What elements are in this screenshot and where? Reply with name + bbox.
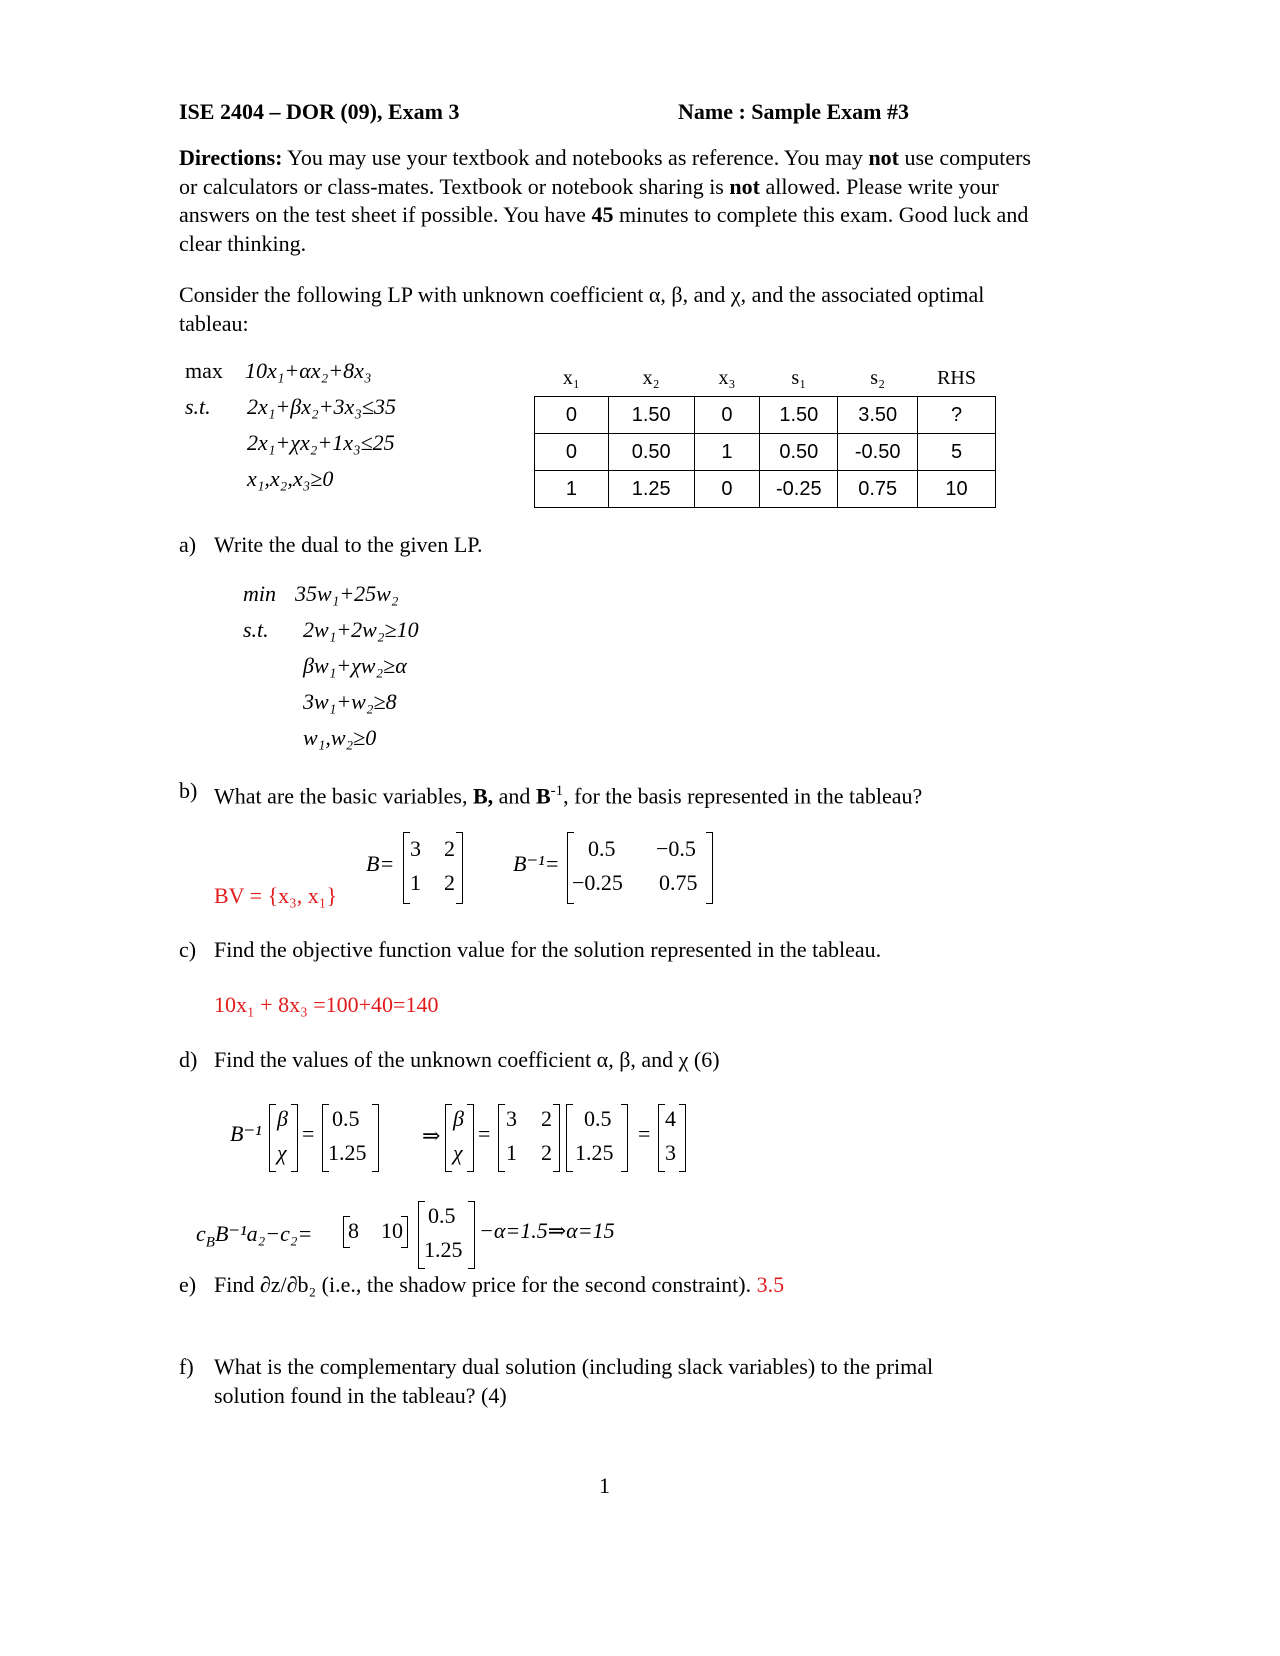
directions-bold-1: not: [868, 145, 899, 170]
equals-sign: =: [638, 1121, 651, 1146]
lp-objective: 10x₁+αx₂+8x₃: [245, 358, 372, 383]
dual-st-label: s.t.: [243, 617, 269, 642]
tableau-header-x2: x₂: [642, 366, 660, 389]
table-cell: 10: [918, 471, 996, 508]
directions-label: Directions:: [179, 145, 283, 170]
question-b-text-3: , for the basis represented in the tableau?: [563, 783, 923, 809]
table-row: [535, 471, 996, 508]
matrix-b-left-bracket: [403, 832, 410, 904]
matrix-b-label: B=: [366, 851, 395, 876]
matrix-cell: 1: [506, 1140, 517, 1165]
question-b-text-1: What are the basic variables,: [214, 783, 473, 809]
table-cell: 1: [694, 434, 760, 471]
reduced-cost-expression: [196, 1221, 312, 1251]
lp-obj-label: max: [185, 358, 223, 383]
matrix-cell: 1: [410, 870, 421, 895]
directions-text-3: allowed. Please write your answers on the test sheet if possible. You have: [179, 173, 999, 228]
table-cell: -0.25: [760, 471, 838, 508]
vector-beta: β: [277, 1106, 288, 1131]
tableau-header-x3: x₃: [718, 366, 736, 389]
answer-basic-variables: BV = {x₃, x₁}: [214, 883, 338, 908]
tableau-header-s1: s₁: [791, 366, 807, 389]
matrix-cell: −0.5: [656, 836, 696, 861]
question-b-sup: -1: [550, 783, 564, 799]
question-b-text-2: and: [493, 783, 536, 809]
question-d-label: d): [179, 1047, 198, 1072]
question-c-text: Find the objective function value for the solution represented in the tableau.: [214, 937, 882, 962]
table-row: [535, 434, 996, 471]
matrix-cell: 2: [541, 1106, 552, 1131]
matrix-binv-label: B⁻¹=: [513, 851, 560, 876]
alpha-solution: −α=1.5⇒α=15: [479, 1218, 615, 1243]
dual-constraint-1: 2w₁+2w₂≥10: [303, 617, 419, 642]
tableau-header-rhs: RHS: [937, 366, 976, 389]
table-cell: 5: [918, 434, 996, 471]
table-cell: 3.50: [838, 397, 918, 434]
question-b-label: b): [179, 778, 198, 803]
directions-text-1: You may use your textbook and notebooks as reference. You may: [282, 145, 869, 170]
vector-bracket-left: [658, 1104, 665, 1172]
question-b-text: [214, 777, 922, 810]
directions-paragraph: [179, 144, 1039, 258]
table-cell: 0: [694, 471, 760, 508]
vector-cell: 0.5: [584, 1106, 612, 1131]
directions-bold-2: not: [729, 173, 760, 199]
vector-beta: β: [453, 1106, 464, 1131]
matrix-binv-right-bracket: [706, 832, 713, 904]
matrix-cell: 2: [541, 1140, 552, 1165]
question-a-text: Write the dual to the given LP.: [214, 532, 483, 557]
table-cell: 0: [694, 397, 760, 434]
table-cell: 0.50: [608, 434, 694, 471]
question-d-text: Find the values of the unknown coefficient α, β, and χ (6): [214, 1047, 720, 1072]
dual-constraint-2: βw₁+χw₂≥α: [303, 653, 407, 678]
directions-text-4: minutes to complete this exam. Good luck and clear thinking.: [179, 202, 1029, 256]
question-e-body: Find ∂z/∂b₂ (i.e., the shadow price for the second constraint).: [214, 1272, 752, 1297]
matrix-cell: 2: [444, 836, 455, 861]
table-cell: 0: [535, 397, 609, 434]
row-vector-cell: 10: [381, 1218, 403, 1243]
matrix-cell: 0.5: [588, 836, 616, 861]
vector-bracket-right: [679, 1104, 686, 1172]
tableau-header-row: [535, 362, 996, 394]
vector-bracket-left: [269, 1104, 276, 1172]
dual-objective: 35w₁+25w₂: [295, 581, 399, 606]
intro-paragraph: Consider the following LP with unknown coefficient α, β, and χ, and the associated optimal tableau:: [179, 282, 985, 336]
reduced-cost-mid: B⁻¹a₂−c₂=: [214, 1221, 313, 1246]
tableau-header-s2: s₂: [870, 366, 886, 389]
question-e-label: e): [179, 1272, 197, 1297]
binv-label: B⁻¹: [230, 1121, 262, 1146]
table-cell: 1: [535, 471, 609, 508]
question-c-label: c): [179, 937, 197, 962]
table-row: [535, 397, 996, 434]
matrix-cell: 3: [506, 1106, 517, 1131]
answer-shadow-price: 3.5: [756, 1272, 785, 1297]
vector-chi: χ: [277, 1140, 287, 1165]
name-label: Name : Sample Exam #3: [678, 99, 909, 124]
cb-subscript: B: [205, 1234, 215, 1251]
equals-sign: =: [478, 1121, 491, 1146]
vector-bracket-right: [291, 1104, 298, 1172]
directions-text-2: use computers or calculators or class-mates. Textbook or notebook sharing is: [179, 145, 1031, 199]
vector-bracket-left: [445, 1104, 452, 1172]
matrix-b-right-bracket: [456, 832, 463, 904]
dual-constraint-3: 3w₁+w₂≥8: [303, 689, 397, 714]
page-number: 1: [599, 1473, 610, 1498]
row-vector-bracket-right: [401, 1216, 408, 1248]
table-cell: 0.75: [838, 471, 918, 508]
matrix-bracket-left: [498, 1104, 505, 1172]
table-cell: 1.50: [760, 397, 838, 434]
question-b-bold-2: B: [535, 783, 551, 809]
vector-bracket-right: [621, 1104, 628, 1172]
matrix-cell: 3: [410, 836, 421, 861]
matrix-cell: 0.75: [659, 870, 698, 895]
tableau-header-x1: x₁: [562, 366, 580, 389]
vector-cell: 4: [665, 1106, 676, 1131]
lp-constraint-1: 2x₁+βx₂+3x₃≤35: [247, 394, 396, 419]
vector-cell: 0.5: [428, 1203, 456, 1228]
lp-constraint-3: x₁,x₂,x₃≥0: [247, 466, 334, 491]
implies-arrow: ⇒: [422, 1123, 441, 1148]
vector-cell: 1.25: [575, 1140, 614, 1165]
lp-constraint-2: 2x₁+χx₂+1x₃≤25: [247, 430, 395, 455]
question-f-label: f): [179, 1354, 194, 1379]
vector-cell: 1.25: [328, 1140, 367, 1165]
table-cell: -0.50: [838, 434, 918, 471]
lp-st-label: s.t.: [185, 394, 211, 419]
vector-chi: χ: [453, 1140, 463, 1165]
table-cell: 0: [535, 434, 609, 471]
cb-symbol: c: [196, 1221, 206, 1246]
table-cell: 1.50: [608, 397, 694, 434]
question-f-text: What is the complementary dual solution (including slack variables) to the primal solution found in the tableau? (4): [214, 1354, 934, 1408]
equals-sign: =: [302, 1121, 315, 1146]
vector-cell: 1.25: [424, 1237, 463, 1262]
question-b-bold-1: B,: [472, 783, 494, 809]
optimal-tableau: [534, 362, 996, 508]
question-e-text: [214, 1271, 784, 1299]
dual-constraint-4: w₁,w₂≥0: [303, 725, 377, 750]
vector-bracket-right: [372, 1104, 379, 1172]
matrix-cell: 2: [444, 870, 455, 895]
vector-bracket-right: [467, 1104, 474, 1172]
vector-bracket-right: [468, 1201, 475, 1269]
vector-cell: 0.5: [332, 1106, 360, 1131]
dual-obj-label: min: [243, 581, 276, 606]
vector-cell: 3: [665, 1140, 676, 1165]
table-cell: ?: [918, 397, 996, 434]
vector-bracket-left: [566, 1104, 573, 1172]
row-vector-cell: 8: [348, 1218, 359, 1243]
matrix-cell: −0.25: [572, 870, 623, 895]
matrix-bracket-right: [553, 1104, 560, 1172]
table-cell: 0.50: [760, 434, 838, 471]
directions-bold-3: 45: [591, 202, 614, 228]
table-cell: 1.25: [608, 471, 694, 508]
exam-title: ISE 2404 – DOR (09), Exam 3: [179, 99, 460, 124]
question-a-label: a): [179, 532, 197, 557]
answer-objective-value: 10x₁ + 8x₃ =100+40=140: [214, 992, 439, 1017]
